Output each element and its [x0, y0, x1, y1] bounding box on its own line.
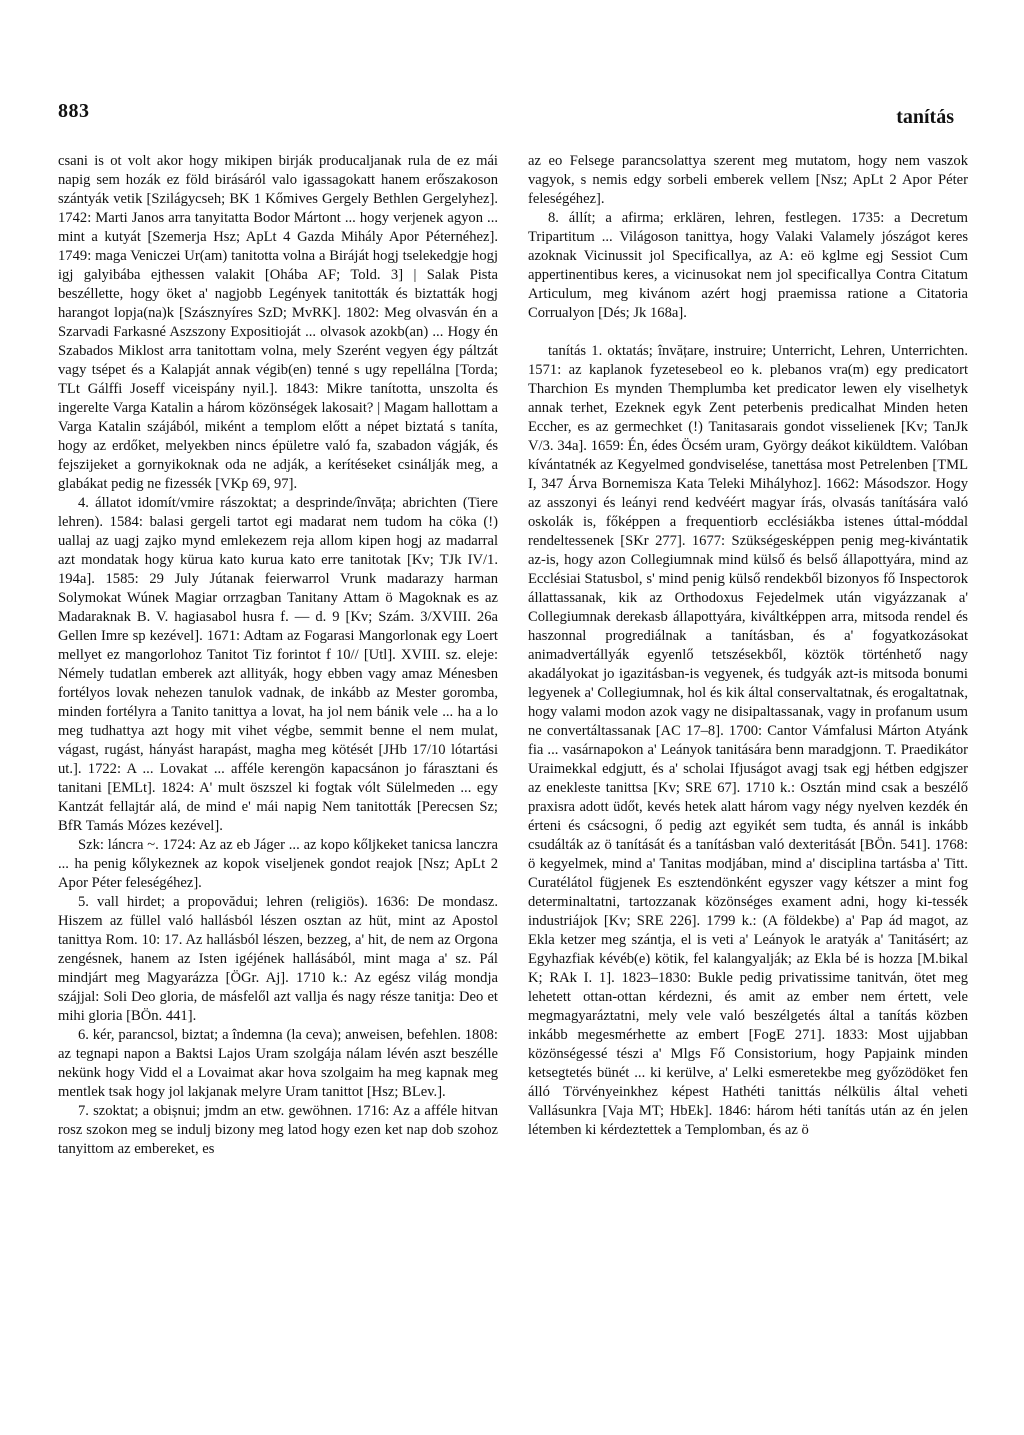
left-column	[58, 152, 498, 1159]
right-paragraph-1: az eo Felsege parancsolattya szerent meg mutatom, hogy nem vaszok vagyok, s nemis edgy sorbeli emberek vellem [Nsz; ApLt 2 Apor Péter feleségéhez].	[528, 153, 968, 207]
sense-7-paragraph: 7. szoktat; a obișnui; jmdm an etw. gewöhnen. 1716: Az a afféle hitvan rosz szokon meg se indulj bizony meg latod hogy ezen ket nap dob szohoz tanyittom az embereket, es	[58, 1103, 498, 1157]
right-column	[528, 152, 968, 1140]
sense-5-paragraph: 5. vall hirdet; a propovădui; lehren (religiös). 1636: De mondasz. Hiszem az füllel való hallásból lészen osztan az hüt, mint az Apostol tanittya Rom. 10: 17. Az hallásból lészen, bezzeg, a' hit, de nem az Orgona zengésnek, hanem az Isten igéjének hallásából, mint maga a' sz. Pál mindjárt meg Magyarázza [ÖGr. Aj]. 1710 k.: Az egész világ mondja szájjal: Soli Deo gloria, de másfelől azt vallja és nagy része tanitja: Deo et mihi gloria [BÖn. 441].	[58, 894, 498, 1024]
sense-6-paragraph: 6. kér, parancsol, biztat; a îndemna (la ceva); anweisen, befehlen. 1808: az tegnapi napon a Baktsi Lajos Uram szolgája nálam lévén aszt beszélle nekünk hogy Vidd el a Lovaimat akar hova szolgaim ha meg kapnak meg mentlek tsak hogy jol lakjanak melyre Uram tanittot [Hsz; BLev.].	[58, 1027, 498, 1100]
page-number: 883	[58, 100, 90, 122]
sense-4-paragraph: 4. állatot idomít/vmire rászoktat; a desprinde/învăța; abrichten (Tiere lehren). 1584: balasi gergeli tartot egi madarat nem tudom ha cöka (!) uallaj az uagj zajko mynd emlekezem reja allom kipen hogj az madarral azt mondatak hogy kürua kato kurua kato erre tanitotak [Kv; TJk IV/1. 194a]. 1585: 29 July Jútanak feierwarrol Vrunk madarazy harman Solymokat Wúnek Magiar orrzagban Tanitany Attam ö Magoknak es az Madaraknak B. V. hagiasabol husra f. — d. 9 [Kv; Szám. 3/XVIII. 26a Gellen Imre sp kezével]. 1671: Adtam az Fogarasi Mangorlonak egy Loert mellyet ez mangorlohoz Tanitot Tiz forintot f 10// [Utl]. XVIII. sz. eleje: Némely tudatlan emberek azt allityák, hogy ebben vagy amaz Ménesben fortélyos lovak nehezen tanulok vadnak, de inkább az Mester goromba, minden fortélyra a Tanito tanittya a lovat, ha jol nem bánik vele ... ha a lo meg tudhattya azt hogy mit vihet végbe, semmit benne el nem mulat, vágast, rugást, hányást harapást, magha meg kötését [JHb 17/10 lótartási ut.]. 1722: A ... Lovakat ... afféle kerengön kapacsánon jo fárasztani és tanitani [EMLt]. 1824: A' mult öszszel ki fogtak vólt Sülelmeden ... egy Kantzát fellajtár alá, de mind e' mái napig Nem tanitották [Perecsen Sz; BfR Tamás Mózes kezével].	[58, 495, 498, 834]
entry-tanitas-paragraph: tanítás 1. oktatás; învățare, instruire; Unterricht, Lehren, Unterrichten. 1571: az kaplanok fyzetesebeol eo k. plebanos vra(m) egy predicatort Tharchion Es mynden Themplumba ket predicator lewen ely viselhetyk annak terhet, Ezeknek egyk Zent peterbenis predicalhat Minden heten Eccher, es az germechket (!) Tanitasarais gondot visselienek [Kv; TanJk V/3. 34a]. 1659: Én, édes Öcsém uram, György deákot kiküldtem. Valóban kívántatnék az Kegyelmed gondviselése, tanettása most Petrelenben [TML I, 347 Árva Bornemisza Kata Teleki Mihályhoz]. 1662: Másodszor. Hogy az asszonyi és leányi rend kedvéért magyar írás, olvasás tanítására való oskolák is, főképpen a frequentiorb ecclésiákba istenes úttal-móddal rendeltessenek [SKr 277]. 1677: Szükségesképpen penig meg-kivántatik az-is, hogy azon Collegiumnak mind külső és belső állapottyára, mind az Ecclésiai Statusbol, s' mind penig külső rendekből bizonyos fő Inspectorok állattassanak, kik az Orthodoxus Fejedelmek után vigyázzanak a' Collegiumnak derekasb állapottyára, kiváltképpen arra, mitsoda rendel és haszonnal progrediálnak a tanításban, és a' fogyatkozásokat animadvertállyák egyenlő tetszésekből, köztök történhető nagy akadályokat jo igazitásban-is vegyenek, és tudgyák azt-is mitsoda bonumi legyenek a' Collegiumnak, hol és kik által conservaltatnak, és erogaltatnak, hogy valami modon azok vagy ne disipaltassanak, vagy in profanum usum ne convertáltassanak [AC 17–8]. 1700: Cantor Vámfalusi Márton Atyánk fia ... vasárnapokon a' Leányok tanitására benn maradgjonn. T. Praedikátor Uraimekkal edgjutt, és a' scholai Ifjuságot avagj tsak egj hétben edgjszer az enekleste tanittsa [Kv; SRE 67]. 1710 k.: Osztán mind csak a beszélő praxisra adott üdőt, kevés hetek alatt három vagy négy nyelven kezdék én érteni és csácsogni, ő pedig azt egyikét sem tudta, és annál is inkább csudálták az ö tanítását és a tanításban való dexteritását [BÖn. 541]. 1768: ö kegyelmek, mind a' Tanitas modjában, mind a' disciplina tartásba a' Titt. Curatélátol fügjenek Es esztendönként egyszer vagy kétszer a mint fog determinaltatni, tartozzanak közönséges exament adni, hogy ki-tessék industriájok [Kv; SRE 226]. 1799 k.: (A földekbe) a' Pap ád magot, az Ekla ketzer meg szántja, el is veti a' Leányok le aratyák a' Tanitásért; az Egyhazfiak kévéb(e) kötik, fel kalangyalják; az Ekla bé is hozza [M.bikal K; RAk I. 1]. 1823–1830: Bukle pedig privatissime tanitván, ötet meg lehetett ottan-ottan kérdezni, és amit az ember nem értett, vele megmagyaráztatni, mely vele való beszélgetés által a tanítás közben inkább megesmérhette az embert [FogE 271]. 1833: Most ujjabban közönségessé tészi a' Mlgs Fő Consistorium, hogy Papjaink minden ketsegtetés bünét ... ki kerülve, a' Lelki esmeretekbe meg győzödöket fen álló Törvényeinkhez képest Hathéti tanittás nélkülis által veheti Vallásunkra [Vaja MT; HbEk]. 1846: három héti tanítás után az én jelen létemben ki kérdeztettek a Templomban, és az ö	[528, 343, 968, 1138]
running-head: tanítás	[896, 106, 954, 128]
sense-8-paragraph: 8. állít; a afirma; erklären, lehren, festlegen. 1735: a Decretum Tripartitum ... Világoson tanittya, hogy Valaki Valamely jószágot keres azoknak Vicinussit jol Specificallya, az A: eö kglme egj Sessiot Cum appertinentibus keres, a vicinusokat nem jol specificallya Contra Citatum Articulum, meg kivánom azért hogj praemissa ratione a Citatoria Corrualyon [Dés; Jk 168a].	[528, 210, 968, 321]
left-paragraph-1: csani is ot volt akor hogy mikipen birják producaljanak rula de ez mái napig sem hozák ez föld birásáról valo igassagokatt hanem erőszakoson szántyák vetik [Szilágycseh; BK 1 Kőmives Gergely Bethlen Gergelyhez]. 1742: Marti Janos arra tanyitatta Bodor Mártont ... hogy verjenek agyon ... mint a kutyát [Szemerja Hsz; ApLt 4 Gazda Mihály Apor Péternéhez]. 1749: maga Veniczei Ur(am) tanitotta volna a Biráját hogj tselekedgje hogj igj galyibába ejthessen valakit [Ohába AF; Told. 3] | Salak Pista beszéllette, hogy öket a' nagjobb Legények tanitották és biztatták hogj harangot lopja(na)k [Szásznyíres SzD; MvRK]. 1802: Meg olvasván én a Szarvadi Farkasné Aszszony Expositioját ... olvasok azokb(an) ... Hogy én Szabados Miklost arra tanitottam volna, mely Szerént vegyen égy páltzát vagy tsépet és a Kalapját annak végib(en) tenné s ugy repellálna [Torda; TLt Gálffi Joseff viceispány nyil.]. 1843: Mikre tanította, unszolta és ingerelte Varga Katalin a három közönségek lakosait? | Magam hallottam a Varga Katalin szájából, miként a templom előtt a népet biztatá s taníta, hogy az erdőket, melyekben nincs épületre való fa, szabadon vágják, és fejszijeket a gornyikoknak oda ne adják, a kerítéseket csinálják meg, a glabákat pedig ne fizessék [VKp 69, 97].	[58, 153, 498, 492]
phrase-paragraph: Szk: láncra ~. 1724: Az az eb Jáger ... az kopo kőljkeket tanicsa lanczra ... ha penig kőlykeznek az kopok viseljenek gondot reajok [Nsz; ApLt 2 Apor Péter feleségéhez].	[58, 837, 498, 891]
